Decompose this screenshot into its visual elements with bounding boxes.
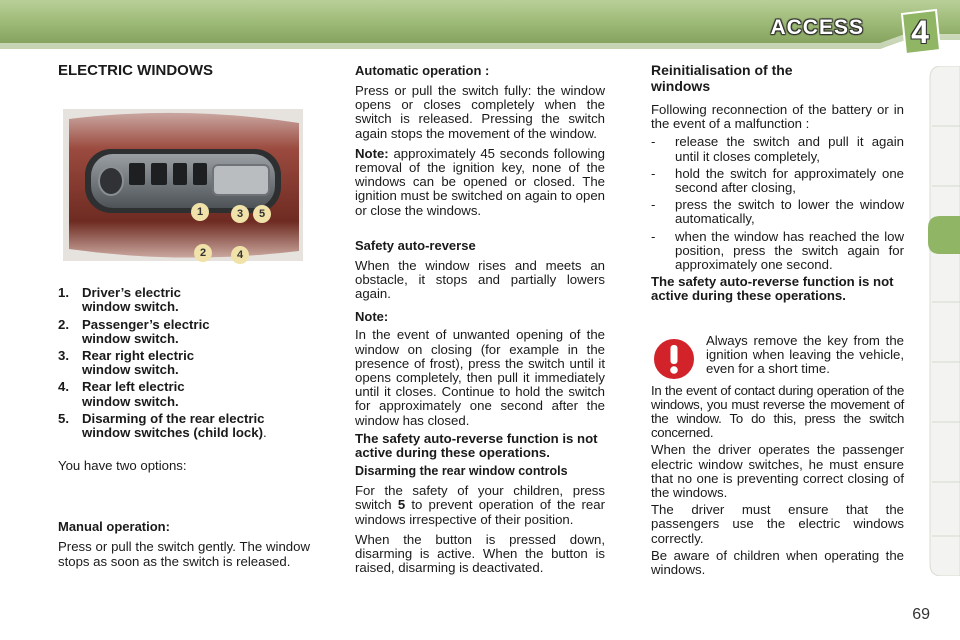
disarm-text: For the safety of your children, press switch 5 to prevent operation of the rear windows irrespective of their position. xyxy=(355,483,605,527)
options-text: You have two options: xyxy=(58,458,187,474)
warning-text: Always remove the key from the ignition when leaving the vehicle, even for a short time. xyxy=(706,332,904,377)
auto-heading: Automatic operation : xyxy=(355,63,490,78)
list-item: - hold the switch for approximately one second after closing, xyxy=(651,165,904,196)
reinit-safety-warning: The safety auto-reverse function is not active during these operations. xyxy=(651,274,894,304)
reinit-intro: Following reconnection of the battery or in the event of a malfunction : xyxy=(651,102,904,132)
section-title: ELECTRIC WINDOWS xyxy=(58,62,213,79)
warning-exclamation-icon xyxy=(651,336,697,382)
column-left xyxy=(58,62,310,569)
callout-3: 3 xyxy=(231,205,249,223)
note2-text: In the event of unwanted opening of the window on closing (for example in the presence of frost), press the switch until it opens completely, then pull it immediately until it closes. Continue to hold the switch for approximately one second after the window has closed. xyxy=(355,327,605,428)
legend-item: 4. Rear left electric window switch. xyxy=(58,379,185,409)
driver-paragraph: When the driver operates the passenger electric window switches, he must ensure that no one is preventing correct closing of the windows. xyxy=(651,442,904,501)
chapter-number: 4 xyxy=(911,14,929,50)
reinit-steps xyxy=(651,135,904,272)
callout-2: 2 xyxy=(194,244,212,262)
legend-item: 3. Rear right electric window switch. xyxy=(58,348,195,378)
manual-text: Press or pull the switch gently. The window stops as soon as the switch is released. xyxy=(58,539,310,569)
disarm-heading: Disarming the rear window controls xyxy=(355,464,568,479)
legend-item: 1. Driver’s electric window switch. xyxy=(58,285,181,315)
note-paragraph: Note: approximately 45 seconds following removal of the ignition key, none of the windows can be opened or closed. The ignition must be switched on again to open or close the windows. xyxy=(355,145,605,218)
passengers-paragraph: The driver must ensure that the passengers use the electric windows correctly. xyxy=(651,502,904,546)
list-item: - release the switch and pull it again until it closes completely, xyxy=(651,134,904,164)
legend-item: 2. Passenger’s electric window switch. xyxy=(58,316,210,346)
note2-heading: Note: xyxy=(355,309,389,325)
reinit-title: Reinitialisation of the windows xyxy=(651,62,793,94)
photo-callouts xyxy=(121,172,361,324)
list-item: - when the window has reached the low position, press the switch again for approximately one second. xyxy=(651,228,904,273)
chapter-side-tabs xyxy=(928,66,960,576)
callout-4: 4 xyxy=(231,246,249,264)
contact-paragraph: In the event of contact during operation of the windows, you must reverse the movement of the window. To do this, press the switch concerned. xyxy=(651,382,904,441)
disarm-text-2: When the button is pressed down, disarming is active. When the button is raised, disarming is deactivated. xyxy=(355,531,605,576)
column-right xyxy=(651,63,904,577)
page-number: 69 xyxy=(912,606,930,623)
manual-heading: Manual operation: xyxy=(58,519,170,535)
callout-5: 5 xyxy=(253,205,271,223)
callout-1: 1 xyxy=(191,203,209,221)
auto-text: Press or pull the switch fully: the window opens or closes completely when the switch is released. Pressing the switch again stops the movement of the window. xyxy=(355,83,605,141)
safety-text: When the window rises and meets an obstacle, it stops and partially lowers again. xyxy=(355,257,605,302)
children-paragraph: Be aware of children when operating the windows. xyxy=(651,547,904,578)
warning-box xyxy=(651,334,904,382)
legend-item: 5. Disarming of the rear electric window switches (child lock). xyxy=(58,410,267,441)
header-title: ACCESS xyxy=(770,16,864,39)
column-middle xyxy=(355,63,605,575)
safety-heading: Safety auto-reverse xyxy=(355,237,476,253)
safety-warning: The safety auto-reverse function is not active during these operations. xyxy=(355,430,598,461)
list-item: - press the switch to lower the window automatically, xyxy=(651,197,904,227)
